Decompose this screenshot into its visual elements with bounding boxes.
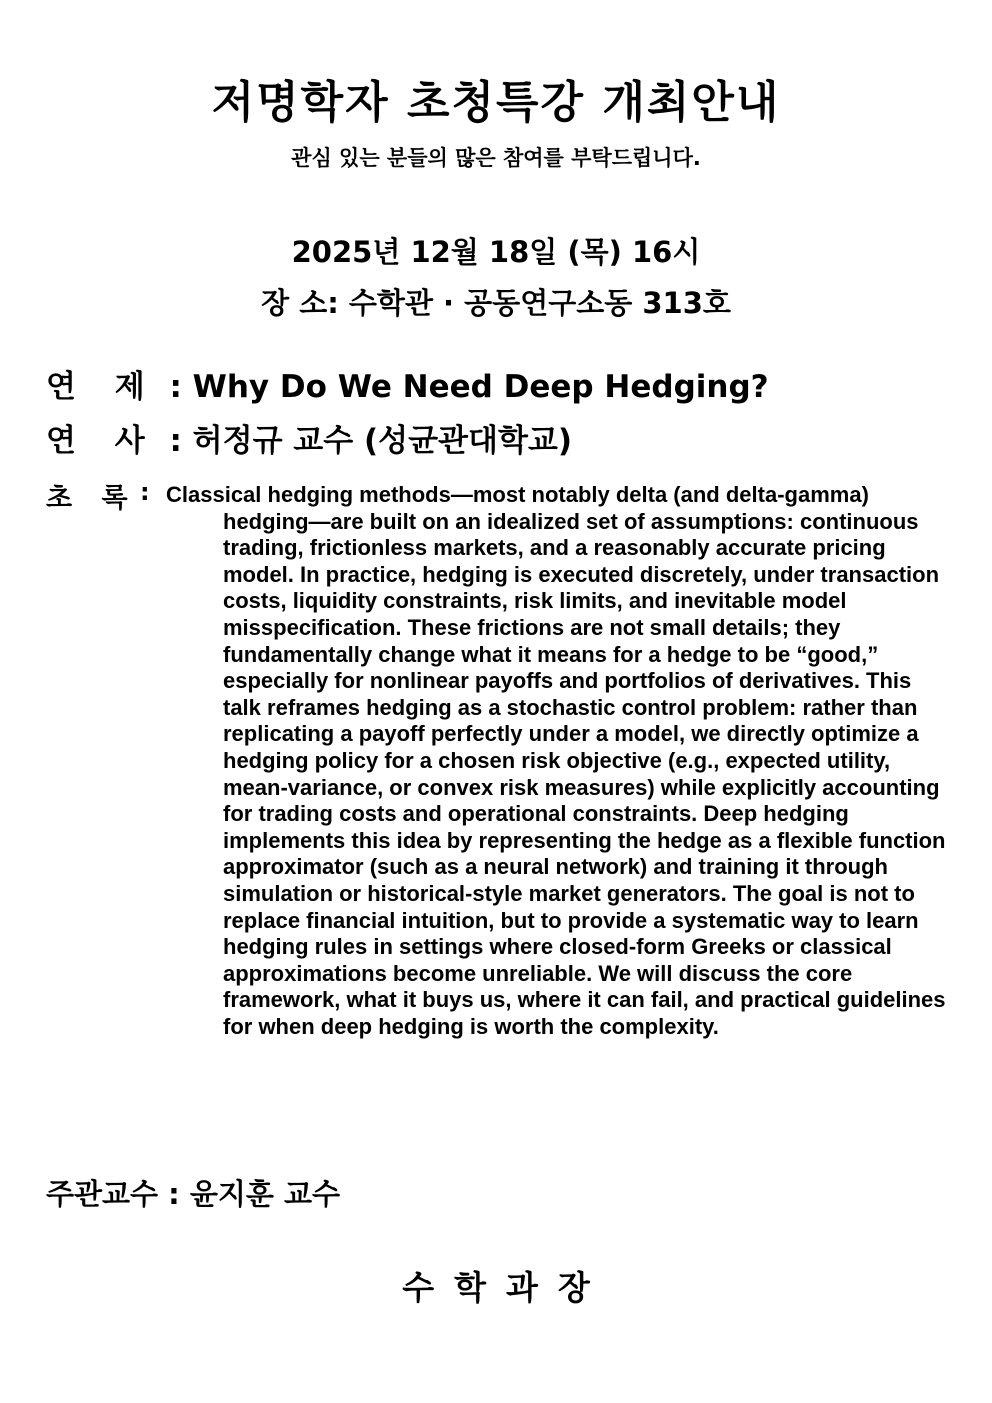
- abstract-first-line: Classical hedging methods—most notably delta (and delta-gamma): [166, 482, 869, 507]
- organizer: 수학과장: [402, 1268, 610, 1307]
- host-label: 주관교수: [46, 1177, 159, 1211]
- notice-title: 저명학자 초청특강 개최안내: [211, 77, 781, 128]
- host-value: 윤지훈 교수: [189, 1177, 341, 1211]
- event-place: 장 소: 수학관 · 공동연구소동 313호: [261, 286, 731, 320]
- topic-row: [46, 361, 769, 406]
- abstract-body: hedging—are built on an idealized set of assumptions: continuous trading, frictionless markets, and a reasonably accurate pricing model. In practice, hedging is executed discretely, under transaction costs, liquidity constraints, risk limits, and inevitable model misspecification. These frictions are not small details; they fundamentally change what it means for a hedge to be “good,” especially for nonlinear payoffs and portfolios of derivatives. This talk reframes hedging as a stochastic control problem: rather than replicating a payoff perfectly under a model, we directly optimize a hedging policy for a chosen risk objective (e.g., expected utility, mean-variance, or convex risk measures) while explicitly accounting for trading costs and operational constraints. Deep hedging implements this idea by representing the hedge as a flexible function approximator (such as a neural network) and training it through simulation or historical-style market generators. The goal is not to replace financial intuition, but to provide a systematic way to learn hedging rules in settings where closed-form Greeks or classical approximations become unreliable. We will discuss the core framework, what it buys us, where it can fail, and practical guidelines for when deep hedging is worth the complexity.: [223, 508, 946, 1039]
- host-row: [46, 1172, 340, 1213]
- speaker-separator: :: [158, 423, 193, 459]
- speaker-value: 허정규 교수 (성균관대학교): [192, 423, 572, 459]
- topic-separator: :: [158, 369, 193, 405]
- notice-subtitle: 관심 있는 분들의 많은 참여를 부탁드립니다.: [291, 146, 701, 170]
- host-separator: :: [158, 1177, 190, 1211]
- topic-label: 연 제: [46, 369, 159, 405]
- event-date: 2025년 12월 18일 (목) 16시: [291, 235, 701, 269]
- topic-value: Why Do We Need Deep Hedging?: [192, 369, 769, 405]
- speaker-label: 연 사: [46, 423, 159, 459]
- abstract-label: 초 록: [46, 483, 138, 514]
- abstract-text: [166, 482, 946, 1040]
- abstract-separator: :: [140, 478, 150, 506]
- speaker-row: [46, 415, 572, 460]
